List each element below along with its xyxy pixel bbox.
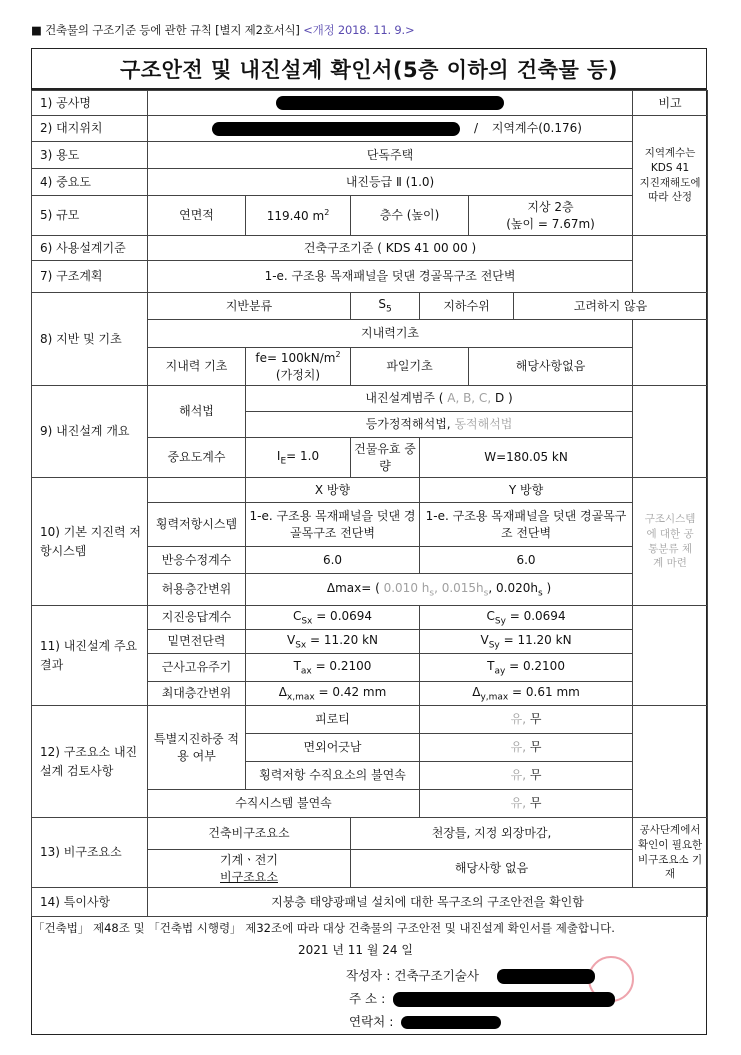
seismic-category: [246, 386, 633, 412]
row-nonstructural-1: [32, 818, 708, 850]
factor-symbol: I: [276, 448, 281, 463]
arch-value: 천장틀, 지정 외장마감,: [351, 818, 633, 850]
seismic-overview-label: 9) 내진설계 개요: [32, 386, 148, 478]
row-special: [32, 888, 708, 917]
drift-active-text: 0.020h: [492, 580, 538, 595]
row-structure-plan: [32, 261, 708, 293]
review-item-no: 무: [526, 740, 542, 755]
v-y-symbol: V: [480, 632, 489, 647]
remark-region-line1: 지역계수는: [644, 147, 696, 160]
review-item-name: 면외어긋남: [246, 734, 420, 762]
mep-label-line2: 비구조요소: [220, 869, 278, 884]
review-item-yes: 유,: [510, 712, 527, 727]
floors-line2: (높이 = 7.67m): [506, 216, 595, 231]
area-value: [246, 196, 351, 236]
contact-row: [349, 1012, 501, 1030]
vertical-no: 무: [526, 796, 542, 811]
v-y-value: [420, 630, 633, 654]
contact-label: 연락처 :: [349, 1014, 394, 1029]
remark-region-line3: 지진재해도에: [639, 176, 701, 189]
water-value: 고려하지 않음: [514, 293, 708, 320]
analysis-inactive: 동적해석법: [454, 417, 513, 432]
y-r-value: 6.0: [420, 547, 633, 574]
vertical-discontinuity-label: 수직시스템 불연속: [148, 790, 420, 818]
t-y-sub: ay: [494, 665, 506, 676]
address-row: [349, 989, 615, 1007]
row-importance: [32, 169, 708, 196]
vertical-discontinuity-value: [420, 790, 633, 818]
importance-value: 내진등급 Ⅱ (1.0): [148, 169, 633, 196]
review-item-no: 무: [526, 768, 542, 783]
v-x-sub: Sx: [295, 639, 307, 650]
review-item-value: [420, 762, 633, 790]
special-load-label: 특별지진하중 적용 여부: [148, 706, 246, 790]
area-value-text: 119.40 m: [266, 208, 325, 223]
project-label: 1) 공사명: [32, 91, 148, 116]
cs-y-value: [420, 606, 633, 630]
project-value: [148, 91, 633, 116]
use-value: 단독주택: [148, 142, 633, 169]
t-y-symbol: T: [487, 658, 495, 673]
v-y-number: = 11.20 kN: [499, 632, 572, 647]
x-r-value: 6.0: [246, 547, 420, 574]
d-y-number: = 0.61 mm: [508, 684, 580, 699]
design-standard-value: 건축구조기준 ( KDS 41 00 00 ): [148, 236, 633, 261]
bearing-unit-sup: 2: [335, 350, 341, 360]
confirmation-table: [31, 90, 708, 917]
bearing-line2: (가정치): [275, 368, 321, 382]
v-y-sub: Sy: [488, 639, 500, 650]
analysis-active: 등가정적해석법,: [365, 417, 451, 432]
floors-value: [469, 196, 633, 236]
remark-empty-1: [633, 236, 708, 293]
t-y-number: = 0.2100: [505, 658, 565, 673]
analysis-method: [246, 412, 633, 438]
drift-grey-text: 0.010 h: [379, 580, 430, 595]
author-label: 작성자 :: [346, 968, 395, 983]
review-item-yes: 유,: [510, 740, 527, 755]
cs-y-symbol: C: [486, 608, 495, 623]
main-results-label: 11) 내진설계 주요결과: [32, 606, 148, 706]
water-label: 지하수위: [420, 293, 514, 320]
review-item-name: 피로티: [246, 706, 420, 734]
submission-date: 2021 년 11 월 24 일: [298, 943, 413, 957]
foundation-type: 지내력기초: [148, 320, 633, 348]
drift-comma: ,: [488, 580, 493, 595]
weight-value: W=180.05 kN: [420, 438, 633, 478]
weight-label: 건물유효 중량: [351, 438, 420, 478]
t-x-value: [246, 654, 420, 682]
scale-label: 5) 규모: [32, 196, 148, 236]
redacted-project-name: [276, 96, 504, 110]
importance-label: 4) 중요도: [32, 169, 148, 196]
y-direction-header: Y 방향: [420, 478, 633, 503]
basic-system-label: 10) 기본 지진력 저항시스템: [32, 478, 148, 606]
d-label: 최대층간변위: [148, 682, 246, 706]
factor-value: [246, 438, 351, 478]
structure-plan-value: 1-e. 구조용 목재패널을 덧댄 경골목구조 전단벽: [148, 261, 633, 293]
site-label: 2) 대지위치: [32, 116, 148, 142]
floors-label: 층수 (높이): [351, 196, 469, 236]
vertical-yes: 유,: [510, 796, 527, 811]
area-unit-sup: 2: [324, 207, 330, 217]
remark-region-line2: KDS 41: [650, 161, 690, 174]
redacted-contact: [401, 1016, 501, 1029]
arch-label: 건축비구조요소: [148, 818, 351, 850]
row-review-1: [32, 706, 708, 734]
mep-label: [148, 850, 351, 888]
x-direction-header: X 방향: [246, 478, 420, 503]
drift-grey2-text: , 0.015h: [434, 580, 484, 595]
remark-non-structural: 공사단계에서 확인이 필요한 비구조요소 기재: [633, 818, 708, 888]
d-y-sub: y,max: [480, 691, 509, 702]
special-label: 14) 특이사항: [32, 888, 148, 917]
site-separator: /: [473, 121, 478, 136]
r-label: 반응수정계수: [148, 547, 246, 574]
ground-label: 8) 지반 및 기초: [32, 293, 148, 386]
remark-system: 구조시스템에 대한 공통분류 체계 마련: [633, 478, 708, 606]
submission-statement: 「건축법」 제48조 및 「건축법 시행령」 제32조에 따라 대상 건축물의 구조안전 및 내진설계 확인서를 제출합니다.: [33, 921, 615, 935]
soil-value: [351, 293, 420, 320]
d-x-symbol: Δ: [278, 684, 287, 699]
non-structural-label: 13) 비구조요소: [32, 818, 148, 888]
row-seismic-1: [32, 386, 708, 412]
row-design-standard: [32, 236, 708, 261]
bearing-line1-text: fe= 100kN/m: [255, 351, 336, 366]
lateral-label: 횡력저항시스템: [148, 503, 246, 547]
review-item-yes: 유,: [510, 768, 527, 783]
document-title: 구조안전 및 내진설계 확인서(5층 이하의 건축물 등): [31, 49, 707, 90]
review-item-value: [420, 734, 633, 762]
category-active: D ): [491, 391, 513, 406]
cs-x-symbol: C: [292, 608, 302, 623]
bearing-value: [246, 348, 351, 386]
review-item-no: 무: [526, 712, 542, 727]
structure-plan-label: 7) 구조계획: [32, 261, 148, 293]
remark-header: 비고: [633, 91, 708, 116]
row-project: [32, 91, 708, 116]
cs-label: 지진응답계수: [148, 606, 246, 630]
d-x-number: = 0.42 mm: [314, 684, 387, 699]
author-row: [346, 966, 595, 984]
remark-empty-3: [633, 386, 708, 478]
design-standard-label: 6) 사용설계기준: [32, 236, 148, 261]
row-system-1: [32, 478, 708, 503]
drift-active-sub: s: [537, 587, 543, 598]
factor-label: 중요도계수: [148, 438, 246, 478]
t-y-value: [420, 654, 633, 682]
site-value: [148, 116, 633, 142]
factor-sub: E: [280, 455, 287, 466]
mep-value: 해당사항 없음: [351, 850, 633, 888]
row-use: [32, 142, 708, 169]
t-label: 근사고유주기: [148, 654, 246, 682]
cs-x-value: [246, 606, 420, 630]
category-inactive: A, B, C,: [443, 391, 492, 406]
cs-x-number: = 0.0694: [312, 608, 373, 623]
author-value: 건축구조기술사: [394, 968, 479, 983]
cs-x-sub: Sx: [301, 615, 313, 626]
bearing-label: 지내력 기초: [148, 348, 246, 386]
redacted-site-address: [212, 122, 460, 136]
v-x-symbol: V: [286, 632, 296, 647]
cs-y-sub: Sy: [494, 615, 506, 626]
d-y-symbol: Δ: [472, 684, 481, 699]
remark-empty-5: [633, 706, 708, 818]
area-label: 연면적: [148, 196, 246, 236]
drift-prefix: Δmax= (: [326, 580, 380, 595]
remark-empty-4: [633, 606, 708, 706]
direction-empty: [148, 478, 246, 503]
mep-label-line1: 기계ㆍ전기: [220, 852, 278, 867]
soil-value-sub: 5: [385, 304, 392, 315]
category-prefix: 내진설계범주 (: [365, 391, 444, 406]
review-item-name: 횡력저항 수직요소의 불연속: [246, 762, 420, 790]
form-header-prefix: ■ 건축물의 구조기준 등에 관한 규칙 [별지 제2호서식]: [31, 23, 300, 37]
pile-label: 파일기초: [351, 348, 469, 386]
drift-inactive-1: [379, 580, 489, 598]
drift-value: [246, 574, 633, 606]
review-item-value: [420, 706, 633, 734]
region-factor: 지역계수(0.176): [491, 121, 582, 136]
remark-region-line4: 따라 산정: [648, 191, 693, 204]
x-system-value: 1-e. 구조용 목재패널을 덧댄 경골목구조 전단벽: [246, 503, 420, 547]
drift-suffix: ): [542, 580, 552, 595]
form-header: [31, 22, 414, 38]
y-system-value: 1-e. 구조용 목재패널을 덧댄 경골목구조 전단벽: [420, 503, 633, 547]
method-label: 해석법: [148, 386, 246, 438]
floors-line1: 지상 2층: [527, 199, 574, 214]
row-results-1: [32, 606, 708, 630]
row-ground-1: [32, 293, 708, 320]
v-x-value: [246, 630, 420, 654]
element-review-label: 12) 구조요소 내진설계 검토사항: [32, 706, 148, 818]
t-x-sub: ax: [300, 665, 312, 676]
v-x-number: = 11.20 kN: [306, 632, 379, 647]
factor-number: = 1.0: [286, 448, 320, 463]
t-x-number: = 0.2100: [311, 658, 372, 673]
drift-label: 허용층간변위: [148, 574, 246, 606]
form-revision: <개정 2018. 11. 9.>: [303, 23, 415, 37]
row-site: [32, 116, 708, 142]
soil-label: 지반분류: [148, 293, 351, 320]
d-y-value: [420, 682, 633, 706]
address-label: 주 소 :: [349, 991, 386, 1006]
pile-value: 해당사항없음: [469, 348, 633, 386]
bearing-line1: [249, 349, 347, 367]
d-x-value: [246, 682, 420, 706]
t-x-symbol: T: [293, 658, 301, 673]
use-label: 3) 용도: [32, 142, 148, 169]
row-scale: [32, 196, 708, 236]
v-label: 밑면전단력: [148, 630, 246, 654]
drift-grey-sub: s: [429, 587, 435, 598]
cs-y-number: = 0.0694: [505, 608, 566, 623]
redacted-address: [393, 992, 615, 1007]
drift-grey2-sub: s: [483, 587, 489, 598]
soil-value-text: S: [378, 297, 386, 311]
d-x-sub: x,max: [286, 691, 315, 702]
remark-region-factor: [633, 116, 708, 236]
redacted-author-name: [497, 969, 595, 984]
special-value: 지붕층 태양광패널 설치에 대한 목구조의 구조안전을 확인함: [148, 888, 708, 917]
